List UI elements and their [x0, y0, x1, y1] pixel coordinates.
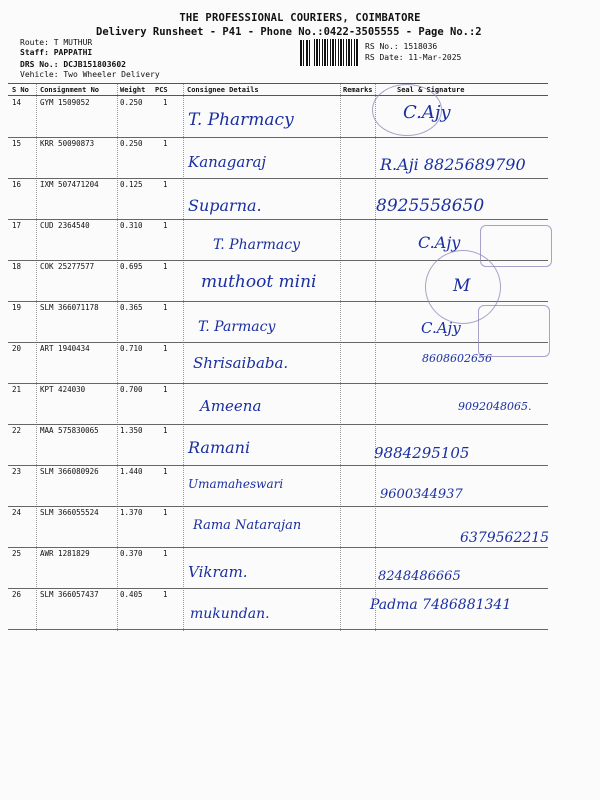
company-stamp-icon: [478, 305, 550, 357]
rs-date: RS Date: 11-Mar-2025: [365, 53, 462, 62]
consignee-handwriting: Ramani: [188, 438, 251, 457]
consignee-handwriting: Kanagaraj: [188, 153, 267, 171]
row-pcs: 1: [163, 303, 168, 312]
table-row: [8, 465, 548, 507]
row-pcs: 1: [163, 262, 168, 271]
row-sno: 17: [12, 221, 22, 230]
consignee-handwriting: Shrisaibaba.: [193, 354, 289, 372]
col-consignment: Consignment No: [40, 86, 100, 94]
row-weight: 1.370: [120, 508, 143, 517]
row-weight: 0.710: [120, 344, 143, 353]
row-weight: 0.310: [120, 221, 143, 230]
row-weight: 0.125: [120, 180, 143, 189]
row-weight: 1.440: [120, 467, 143, 476]
consignee-handwriting: Umamaheswari: [188, 477, 284, 491]
row-consignment: COK 25277577: [40, 262, 95, 271]
row-weight: 0.250: [120, 139, 143, 148]
row-sno: 26: [12, 590, 22, 599]
row-consignment: SLM 366080926: [40, 467, 99, 476]
staff-label: Staff: PAPPATHI: [20, 48, 93, 57]
row-sno: 20: [12, 344, 22, 353]
signature-handwriting: 8248486665: [378, 569, 461, 584]
row-weight: 1.350: [120, 426, 143, 435]
row-sno: 19: [12, 303, 22, 312]
rs-number: RS No.: 1518036: [365, 42, 438, 51]
row-consignment: AWR 1281829: [40, 549, 90, 558]
row-weight: 0.405: [120, 590, 143, 599]
runsheet-title: Delivery Runsheet - P41 - Phone No.:0422-3505555 - Page No.:2: [96, 26, 482, 38]
signature-handwriting: Padma 7486881341: [370, 597, 512, 613]
col-seal: Seal & Signature: [397, 86, 465, 94]
row-sno: 24: [12, 508, 22, 517]
consignee-handwriting: muthoot mini: [201, 272, 317, 292]
row-weight: 0.695: [120, 262, 143, 271]
row-consignment: ART 1940434: [40, 344, 90, 353]
row-pcs: 1: [163, 590, 168, 599]
drs-number: DRS No.: DCJB151803602: [20, 60, 126, 69]
table-row: [8, 96, 548, 138]
row-sno: 18: [12, 262, 22, 271]
row-consignment: SLM 366055524: [40, 508, 99, 517]
row-pcs: 1: [163, 344, 168, 353]
col-consignee: Consignee Details: [187, 86, 259, 94]
barcode-icon: [314, 39, 359, 66]
consignee-handwriting: T. Pharmacy: [188, 110, 294, 130]
company-title: THE PROFESSIONAL COURIERS, COIMBATORE: [179, 12, 421, 24]
row-consignment: KRR 50090873: [40, 139, 95, 148]
signature-handwriting: 9884295105: [374, 444, 470, 462]
signature-handwriting: C.Ajy: [403, 102, 451, 123]
col-pcs: PCS: [155, 86, 168, 94]
row-sno: 16: [12, 180, 22, 189]
row-consignment: GYM 1509052: [40, 98, 90, 107]
row-sno: 14: [12, 98, 22, 107]
col-sno: S No: [12, 86, 29, 94]
consignee-handwriting: Rama Natarajan: [193, 518, 302, 533]
consignee-handwriting: Ameena: [200, 397, 262, 415]
consignee-handwriting: Vikram.: [188, 563, 248, 581]
row-weight: 0.370: [120, 549, 143, 558]
barcode-icon-small: [300, 40, 312, 66]
signature-handwriting: 9092048065.: [458, 400, 532, 413]
row-pcs: 1: [163, 98, 168, 107]
signature-handwriting: C.Ajy: [418, 233, 461, 252]
vehicle-label: Vehicle: Two Wheeler Delivery: [20, 70, 160, 79]
col-remarks: Remarks: [343, 86, 373, 94]
row-sno: 15: [12, 139, 22, 148]
signature-handwriting: M: [453, 276, 471, 296]
table-row: [8, 178, 548, 220]
table-row: [8, 137, 548, 179]
row-weight: 0.365: [120, 303, 143, 312]
row-weight: 0.250: [120, 98, 143, 107]
table-row: [8, 547, 548, 589]
row-weight: 0.700: [120, 385, 143, 394]
table-row: [8, 588, 548, 630]
col-weight: Weight: [120, 86, 146, 94]
consignee-handwriting: T. Pharmacy: [213, 237, 301, 253]
consignee-handwriting: T. Parmacy: [198, 319, 276, 335]
consignee-handwriting: mukundan.: [190, 606, 270, 622]
signature-handwriting: 6379562215: [460, 530, 550, 546]
signature-handwriting: R.Aji 8825689790: [380, 155, 526, 174]
row-consignment: KPT 424030: [40, 385, 86, 394]
table-row: [8, 506, 548, 548]
row-consignment: MAA 575830065: [40, 426, 99, 435]
row-pcs: 1: [163, 221, 168, 230]
row-pcs: 1: [163, 467, 168, 476]
row-consignment: CUD 2364540: [40, 221, 90, 230]
signature-handwriting: 8608602656: [422, 352, 492, 365]
signature-handwriting: 8925558650: [376, 196, 485, 216]
table-row: [8, 424, 548, 466]
row-pcs: 1: [163, 549, 168, 558]
signature-handwriting: 9600344937: [380, 487, 463, 502]
row-pcs: 1: [163, 385, 168, 394]
row-pcs: 1: [163, 426, 168, 435]
table-row: [8, 342, 548, 384]
header-rule-top: [8, 83, 548, 84]
row-sno: 21: [12, 385, 22, 394]
row-sno: 25: [12, 549, 22, 558]
company-stamp-icon: [480, 225, 552, 267]
row-consignment: SLM 366071178: [40, 303, 99, 312]
consignee-handwriting: Suparna.: [188, 196, 262, 215]
row-consignment: SLM 366057437: [40, 590, 99, 599]
signature-handwriting: C.Ajy: [421, 319, 461, 337]
row-sno: 22: [12, 426, 22, 435]
route-label: Route: T MUTHUR: [20, 38, 93, 47]
company-stamp-icon: [372, 84, 442, 136]
row-pcs: 1: [163, 508, 168, 517]
row-consignment: IXM 507471204: [40, 180, 99, 189]
row-pcs: 1: [163, 139, 168, 148]
row-sno: 23: [12, 467, 22, 476]
row-pcs: 1: [163, 180, 168, 189]
table-row: [8, 383, 548, 425]
